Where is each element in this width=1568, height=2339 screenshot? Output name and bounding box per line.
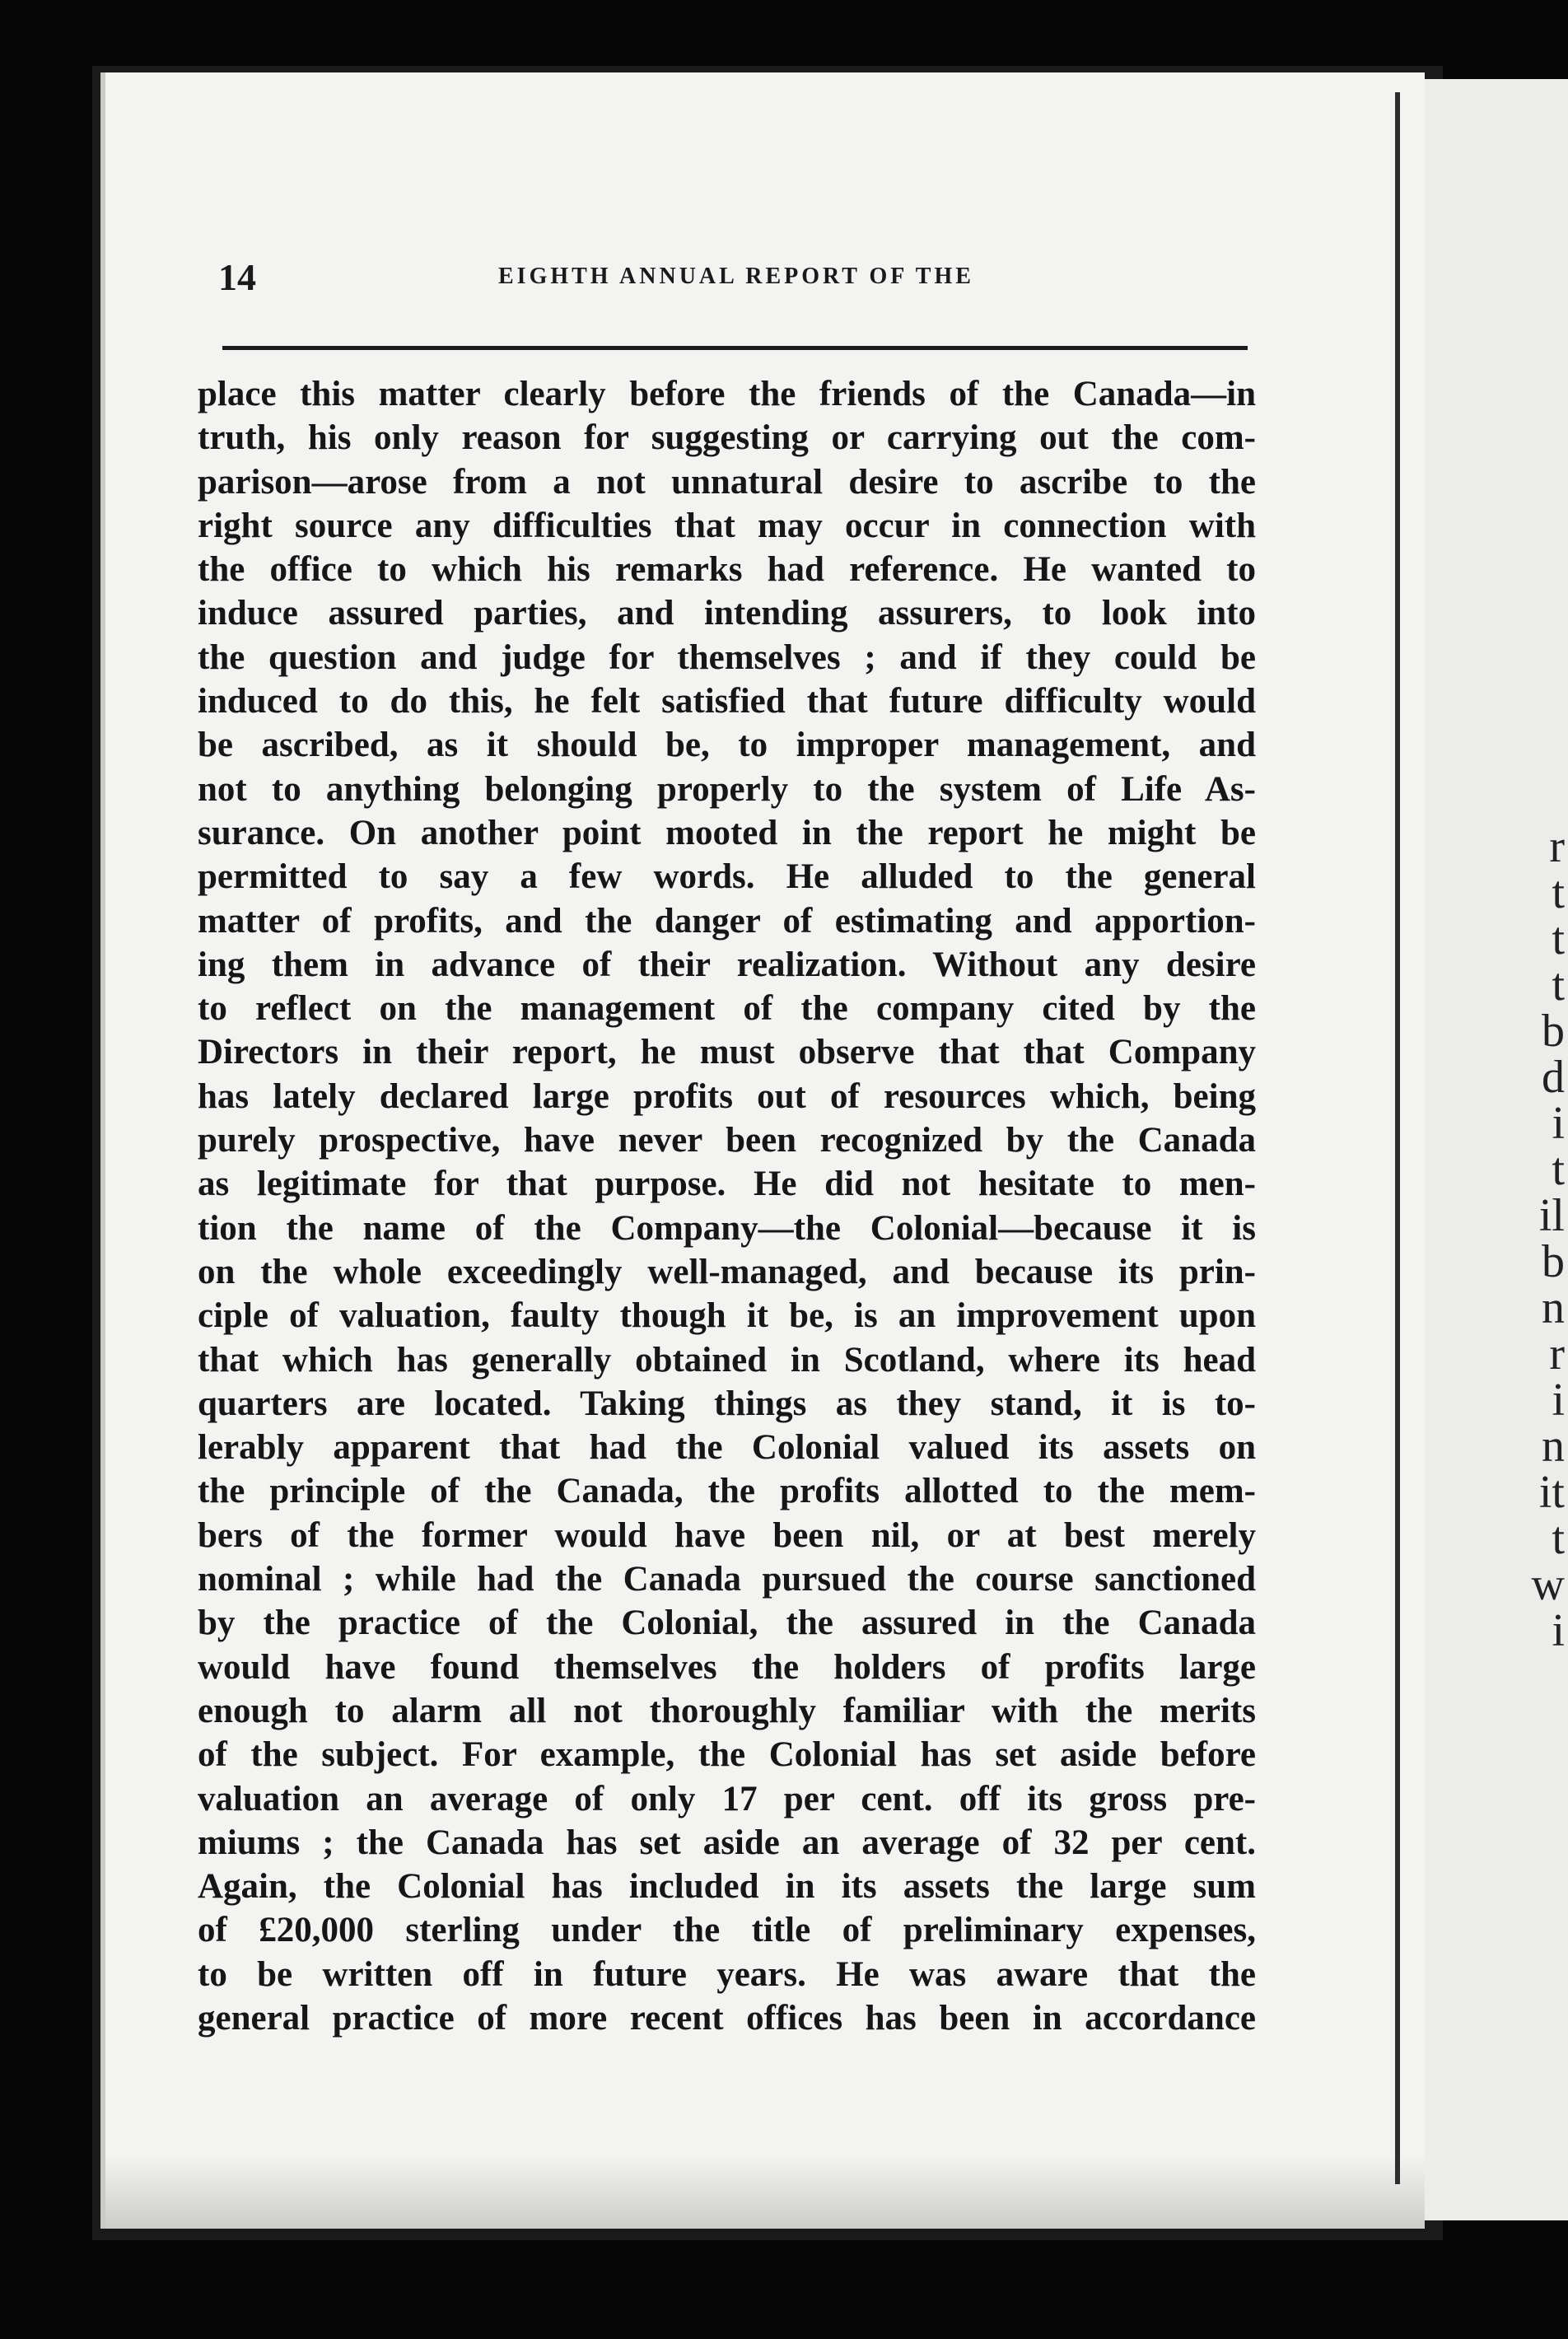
adjacent-letter: d [1542,1052,1565,1103]
text-line: bers of the former would have been nil, or at best merely [198,1515,1256,1555]
text-line: nominal ; while had the Canada pursued the course sanctioned [198,1560,1256,1599]
header-rule [222,346,1248,350]
text-line: to reflect on the management of the company cited by the [198,989,1256,1029]
running-head: EIGHTH ANNUAL REPORT OF THE [498,264,974,289]
text-line: to be written off in future years. He was aware that the [198,1954,1256,1994]
text-line: ciple of valuation, faulty though it be, is an improvement upon [198,1296,1256,1336]
text-line: has lately declared large profits out of resources which, being [198,1076,1256,1116]
text-line: Directors in their report, he must observe that that Company [198,1033,1256,1072]
text-line: the principle of the Canada, the profits allotted to the mem- [198,1472,1256,1511]
text-line: by the practice of the Colonial, the assured in the Canada [198,1604,1256,1643]
page-header [218,255,1248,313]
adjacent-letter: t [1552,913,1565,964]
text-line: truth, his only reason for suggesting or carrying out the com- [198,418,1256,458]
text-line: the office to which his remarks had reference. He wanted to [198,550,1256,590]
adjacent-letter: il [1538,1190,1565,1241]
adjacent-letter: r [1549,1328,1565,1380]
adjacent-letter: n [1542,1421,1565,1472]
adjacent-letter: i [1552,1375,1565,1426]
text-line: quarters are located. Taking things as they stand, it is to- [198,1384,1256,1423]
text-line: of £20,000 sterling under the title of preliminary expenses, [198,1911,1256,1950]
adjacent-letter: it [1538,1467,1565,1518]
text-line: matter of profits, and the danger of estimating and apportion- [198,901,1256,941]
text-line: lerably apparent that had the Colonial valued its assets on [198,1428,1256,1468]
text-line: ing them in advance of their realization. Without any desire [198,945,1256,984]
adjacent-letter: i [1552,1605,1565,1656]
body-text [198,372,1256,2040]
adjacent-letter: t [1552,1144,1565,1195]
adjacent-letter: t [1552,959,1565,1011]
adjacent-letter: i [1552,1098,1565,1149]
text-line: that which has generally obtained in Scotland, where its head [198,1340,1256,1380]
text-line: right source any difficulties that may occur in connection with [198,506,1256,545]
text-line: induced to do this, he felt satisfied that future difficulty would [198,682,1256,721]
text-line: place this matter clearly before the friends of the Canada—in [198,375,1256,413]
text-line: the question and judge for themselves ; and if they could be [198,637,1256,677]
adjacent-letter: b [1542,1006,1565,1057]
text-line: induce assured parties, and intending assurers, to look into [198,594,1256,633]
text-line: be ascribed, as it should be, to improper management, and [198,726,1256,765]
page-number: 14 [218,256,256,298]
text-line: purely prospective, have never been recognized by the Canada [198,1121,1256,1160]
text-line: of the subject. For example, the Colonial has set aside before [198,1735,1256,1775]
text-line: parison—arose from a not unnatural desire to ascribe to the [198,462,1256,502]
text-line: tion the name of the Company—the Colonial—because it is [198,1208,1256,1248]
adjacent-letter: b [1542,1236,1565,1287]
text-line: would have found themselves the holders of profits large [198,1647,1256,1687]
text-line: not to anything belonging properly to the system of Life As- [198,769,1256,809]
text-line: valuation an average of only 17 per cent. off its gross pre- [198,1779,1256,1818]
text-line: surance. On another point mooted in the report he might be [198,813,1256,852]
text-line: Again, the Colonial has included in its assets the large sum [198,1867,1256,1907]
adjacent-page-letters [1408,821,1565,1656]
adjacent-letter: t [1552,867,1565,918]
page-gutter [1395,92,1400,2184]
text-line: permitted to say a few words. He alluded to the general [198,857,1256,897]
text-line: enough to alarm all not thoroughly familiar with the merits [198,1691,1256,1730]
text-line: on the whole exceedingly well-managed, and because its prin- [198,1252,1256,1291]
text-line: miums ; the Canada has set aside an average of 32 per cent. [198,1823,1256,1862]
adjacent-letter: w [1531,1559,1565,1610]
text-line: general practice of more recent offices has been in accordance [198,1998,1256,2038]
adjacent-letter: t [1552,1513,1565,1564]
text-line: as legitimate for that purpose. He did not hesitate to men- [198,1165,1256,1204]
adjacent-letter: n [1542,1282,1565,1333]
adjacent-letter: r [1549,821,1565,872]
